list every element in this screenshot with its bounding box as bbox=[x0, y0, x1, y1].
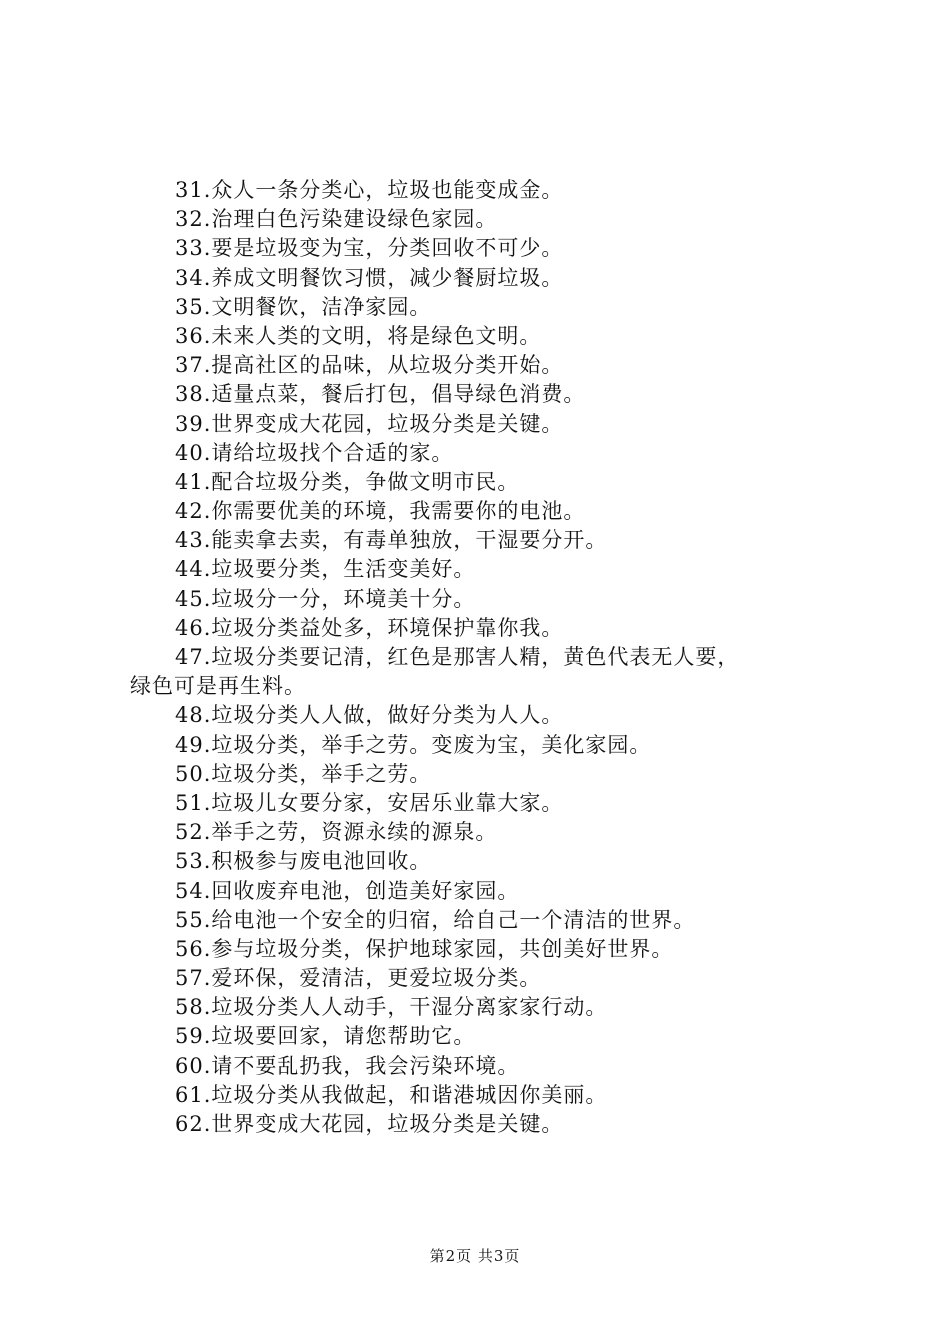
slogan-line: 47.垃圾分类要记清，红色是那害人精，黄色代表无人要， bbox=[175, 645, 740, 669]
slogan-line: 49.垃圾分类，举手之劳。变废为宝，美化家园。 bbox=[175, 732, 652, 757]
slogan-line: 50.垃圾分类，举手之劳。 bbox=[175, 761, 432, 786]
slogan-line: 37.提高社区的品味，从垃圾分类开始。 bbox=[175, 353, 564, 378]
slogan-line: 33.要是垃圾变为宝，分类回收不可少。 bbox=[175, 236, 564, 261]
slogan-line: 38.适量点菜，餐后打包，倡导绿色消费。 bbox=[175, 382, 586, 407]
slogan-line: 34.养成文明餐饮习惯，减少餐厨垃圾。 bbox=[175, 265, 564, 290]
slogan-line: 55.给电池一个安全的归宿，给自己一个清洁的世界。 bbox=[175, 907, 696, 932]
slogan-line: 54.回收废弃电池，创造美好家园。 bbox=[175, 878, 520, 903]
slogan-line: 45.垃圾分一分，环境美十分。 bbox=[175, 586, 476, 611]
slogan-line: 31.众人一条分类心，垃圾也能变成金。 bbox=[175, 178, 564, 202]
slogan-line: 39.世界变成大花园，垃圾分类是关键。 bbox=[175, 411, 564, 436]
slogan-line: 32.治理白色污染建设绿色家园。 bbox=[175, 207, 498, 232]
slogan-line: 57.爱环保，爱清洁，更爱垃圾分类。 bbox=[175, 966, 542, 991]
slogan-line: 41.配合垃圾分类，争做文明市民。 bbox=[175, 469, 520, 494]
slogan-line-continuation: 绿色可是再生料。 bbox=[130, 674, 306, 699]
slogan-line: 59.垃圾要回家，请您帮助它。 bbox=[175, 1024, 476, 1049]
slogan-line: 40.请给垃圾找个合适的家。 bbox=[175, 440, 454, 465]
slogan-line: 51.垃圾儿女要分家，安居乐业靠大家。 bbox=[175, 790, 564, 815]
slogan-line: 56.参与垃圾分类，保护地球家园，共创美好世界。 bbox=[175, 936, 674, 961]
slogan-line: 60.请不要乱扔我，我会污染环境。 bbox=[175, 1053, 520, 1078]
slogan-line: 61.垃圾分类从我做起，和谐港城因你美丽。 bbox=[175, 1082, 608, 1107]
slogan-line: 62.世界变成大花园，垃圾分类是关键。 bbox=[175, 1112, 564, 1136]
slogan-line: 43.能卖拿去卖，有毒单独放，干湿要分开。 bbox=[175, 528, 608, 553]
slogan-line: 46.垃圾分类益处多，环境保护靠你我。 bbox=[175, 615, 564, 640]
page-number-footer: 第2页 共3页 bbox=[429, 1247, 521, 1265]
slogan-line: 36.未来人类的文明，将是绿色文明。 bbox=[175, 323, 542, 348]
slogan-line: 53.积极参与废电池回收。 bbox=[175, 849, 432, 874]
slogan-line: 44.垃圾要分类，生活变美好。 bbox=[175, 557, 476, 582]
slogan-line: 42.你需要优美的环境，我需要你的电池。 bbox=[175, 499, 586, 524]
slogan-line: 58.垃圾分类人人动手，干湿分离家家行动。 bbox=[175, 995, 608, 1020]
slogan-line: 35.文明餐饮，洁净家园。 bbox=[175, 294, 432, 319]
slogan-line: 48.垃圾分类人人做，做好分类为人人。 bbox=[175, 703, 564, 728]
slogan-list bbox=[130, 176, 830, 1139]
slogan-line: 52.举手之劳，资源永续的源泉。 bbox=[175, 820, 498, 845]
